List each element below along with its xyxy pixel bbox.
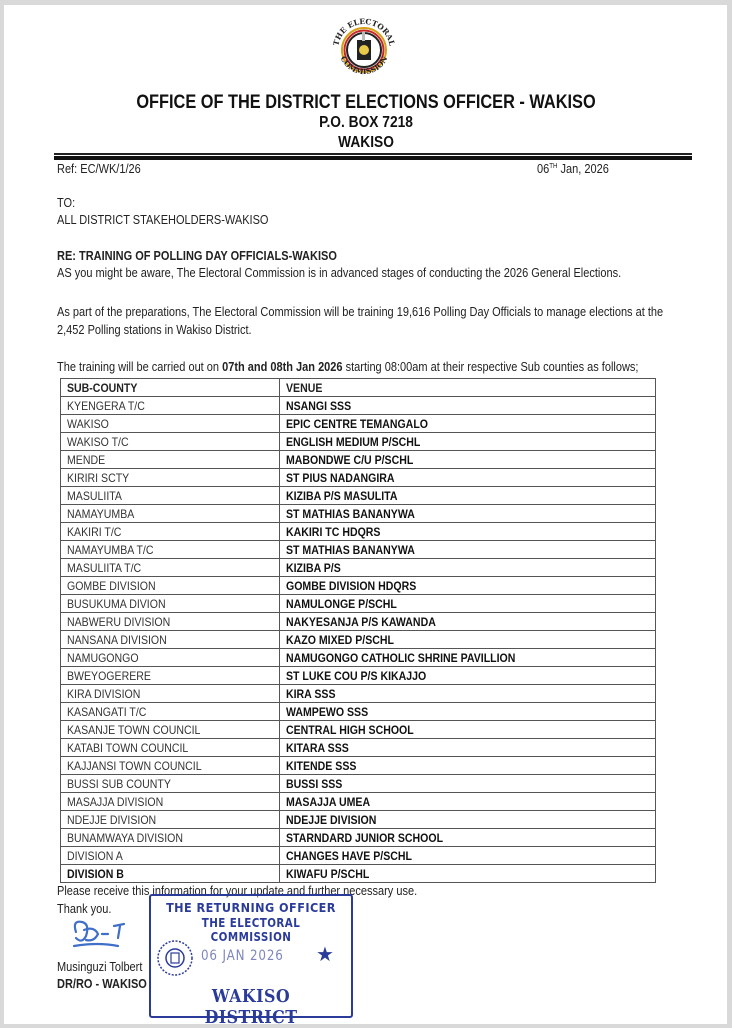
- thank-you: Thank you.: [57, 902, 112, 916]
- table-row: [61, 523, 656, 541]
- venue-cell: NAMULONGE P/SCHL: [280, 595, 656, 613]
- sub-county-cell: NAMAYUMBA: [61, 505, 280, 523]
- sub-county-cell: NABWERU DIVISION: [61, 613, 280, 631]
- sub-county-cell: KIRA DIVISION: [61, 685, 280, 703]
- venue-cell: ST MATHIAS BANANYWA: [280, 541, 656, 559]
- paragraph-2-line-1: As part of the preparations, The Electoral Commission will be training 19,616 Polling Day Officials to manage elections at the: [57, 305, 664, 319]
- table-row: [61, 811, 656, 829]
- venue-cell: MASAJJA UMEA: [280, 793, 656, 811]
- table-row: [61, 685, 656, 703]
- town: WAKISO: [338, 134, 394, 151]
- sub-county-cell: NAMAYUMBA T/C: [61, 541, 280, 559]
- sub-county-cell: MASAJJA DIVISION: [61, 793, 280, 811]
- table-row: [61, 397, 656, 415]
- commission-seal-icon: [155, 938, 195, 978]
- venue-cell: CHANGES HAVE P/SCHL: [280, 847, 656, 865]
- svg-text:THE ELECTORAL: THE ELECTORAL: [331, 16, 397, 47]
- stamp-date: 06 JAN 2026: [201, 948, 284, 964]
- sub-county-cell: NANSANA DIVISION: [61, 631, 280, 649]
- letter-date: 06TH Jan, 2026: [537, 162, 609, 176]
- table-row: [61, 721, 656, 739]
- venue-cell: KAKIRI TC HDQRS: [280, 523, 656, 541]
- sub-county-cell: KASANGATI T/C: [61, 703, 280, 721]
- venue-cell: GOMBE DIVISION HDQRS: [280, 577, 656, 595]
- table-row: [61, 775, 656, 793]
- stamp-line-1: THE RETURNING OFFICER: [166, 900, 336, 915]
- sub-county-cell: KAKIRI T/C: [61, 523, 280, 541]
- venue-cell: ENGLISH MEDIUM P/SCHL: [280, 433, 656, 451]
- table-row: [61, 739, 656, 757]
- table-row: [61, 505, 656, 523]
- signatory-name: Musinguzi Tolbert: [57, 960, 143, 974]
- table-row: [61, 577, 656, 595]
- sub-county-cell: NAMUGONGO: [61, 649, 280, 667]
- venue-cell: CENTRAL HIGH SCHOOL: [280, 721, 656, 739]
- sub-county-cell: BUSSI SUB COUNTY: [61, 775, 280, 793]
- office-title: OFFICE OF THE DISTRICT ELECTIONS OFFICER - WAKISO: [136, 92, 596, 113]
- sub-county-cell: GOMBE DIVISION: [61, 577, 280, 595]
- sub-county-cell: WAKISO T/C: [61, 433, 280, 451]
- venue-cell: EPIC CENTRE TEMANGALO: [280, 415, 656, 433]
- venue-cell: STARNDARD JUNIOR SCHOOL: [280, 829, 656, 847]
- venue-cell: KIRA SSS: [280, 685, 656, 703]
- column-header-venue: VENUE: [280, 379, 656, 397]
- sub-county-cell: BWEYOGERERE: [61, 667, 280, 685]
- sub-county-cell: DIVISION B: [61, 865, 280, 883]
- venue-cell: KIZIBA P/S MASULITA: [280, 487, 656, 505]
- table-row: [61, 415, 656, 433]
- reference-number: Ref: EC/WK/1/26: [57, 162, 141, 176]
- venue-cell: MABONDWE C/U P/SCHL: [280, 451, 656, 469]
- sub-county-cell: MASULIITA: [61, 487, 280, 505]
- venue-cell: NDEJJE DIVISION: [280, 811, 656, 829]
- signature-icon: [68, 912, 140, 952]
- table-row: [61, 433, 656, 451]
- subject-line: RE: TRAINING OF POLLING DAY OFFICIALS-WAKISO: [57, 249, 337, 263]
- table-row: [61, 847, 656, 865]
- venue-cell: KIWAFU P/SCHL: [280, 865, 656, 883]
- to-label: TO:: [57, 196, 76, 210]
- table-row: [61, 829, 656, 847]
- paragraph-3: The training will be carried out on 07th and 08th Jan 2026 starting 08:00am at their respective Sub counties as follows;: [57, 360, 639, 374]
- header-rule-thin: [54, 153, 692, 155]
- stamp-district: WAKISO DISTRICT: [204, 986, 298, 1028]
- venue-cell: KITENDE SSS: [280, 757, 656, 775]
- paragraph-2-line-2: 2,452 Polling stations in Wakiso District.: [57, 323, 252, 337]
- table-row: [61, 559, 656, 577]
- column-header-sub-county: SUB-COUNTY: [61, 379, 280, 397]
- table-row: [61, 631, 656, 649]
- venue-cell: KITARA SSS: [280, 739, 656, 757]
- sub-county-cell: KASANJE TOWN COUNCIL: [61, 721, 280, 739]
- header-rule-thick: [54, 156, 692, 160]
- venue-cell: ST LUKE COU P/S KIKAJJO: [280, 667, 656, 685]
- sub-county-cell: BUSUKUMA DIVION: [61, 595, 280, 613]
- venue-cell: NAKYESANJA P/S KAWANDA: [280, 613, 656, 631]
- venue-cell: NSANGI SSS: [280, 397, 656, 415]
- table-row: [61, 487, 656, 505]
- sub-county-cell: DIVISION A: [61, 847, 280, 865]
- recipient: ALL DISTRICT STAKEHOLDERS-WAKISO: [57, 213, 269, 227]
- star-icon: ★: [316, 942, 334, 966]
- sub-county-cell: WAKISO: [61, 415, 280, 433]
- table-header-row: [61, 379, 656, 397]
- table-row: [61, 595, 656, 613]
- table-row: [61, 757, 656, 775]
- table-row: [61, 667, 656, 685]
- table-row: [61, 613, 656, 631]
- training-schedule-table: [60, 378, 656, 883]
- venue-cell: KAZO MIXED P/SCHL: [280, 631, 656, 649]
- table-row: [61, 541, 656, 559]
- venue-cell: NAMUGONGO CATHOLIC SHRINE PAVILLION: [280, 649, 656, 667]
- po-box: P.O. BOX 7218: [319, 114, 413, 131]
- closing-line: Please receive this information for your update and further necessary use.: [57, 884, 418, 898]
- table-row: [61, 793, 656, 811]
- table-row: [61, 469, 656, 487]
- sub-county-cell: MASULIITA T/C: [61, 559, 280, 577]
- stamp-line-2: THE ELECTORAL COMMISSION: [201, 916, 301, 944]
- table-row: [61, 451, 656, 469]
- venue-cell: ST PIUS NADANGIRA: [280, 469, 656, 487]
- venue-cell: ST MATHIAS BANANYWA: [280, 505, 656, 523]
- sub-county-cell: KYENGERA T/C: [61, 397, 280, 415]
- svg-text:COMMISSION: COMMISSION: [338, 54, 390, 77]
- paragraph-1: AS you might be aware, The Electoral Commission is in advanced stages of conducting the 2026 General Elections.: [57, 266, 622, 280]
- electoral-commission-logo-icon: [328, 14, 400, 86]
- sub-county-cell: NDEJJE DIVISION: [61, 811, 280, 829]
- table-row: [61, 703, 656, 721]
- sub-county-cell: KATABI TOWN COUNCIL: [61, 739, 280, 757]
- table-row: [61, 865, 656, 883]
- sub-county-cell: KIRIRI SCTY: [61, 469, 280, 487]
- sub-county-cell: KAJJANSI TOWN COUNCIL: [61, 757, 280, 775]
- signatory-title: DR/RO - WAKISO: [57, 977, 147, 991]
- venue-cell: BUSSI SSS: [280, 775, 656, 793]
- sub-county-cell: BUNAMWAYA DIVISION: [61, 829, 280, 847]
- venue-cell: WAMPEWO SSS: [280, 703, 656, 721]
- venue-cell: KIZIBA P/S: [280, 559, 656, 577]
- official-stamp: [149, 894, 353, 1028]
- table-row: [61, 649, 656, 667]
- sub-county-cell: MENDE: [61, 451, 280, 469]
